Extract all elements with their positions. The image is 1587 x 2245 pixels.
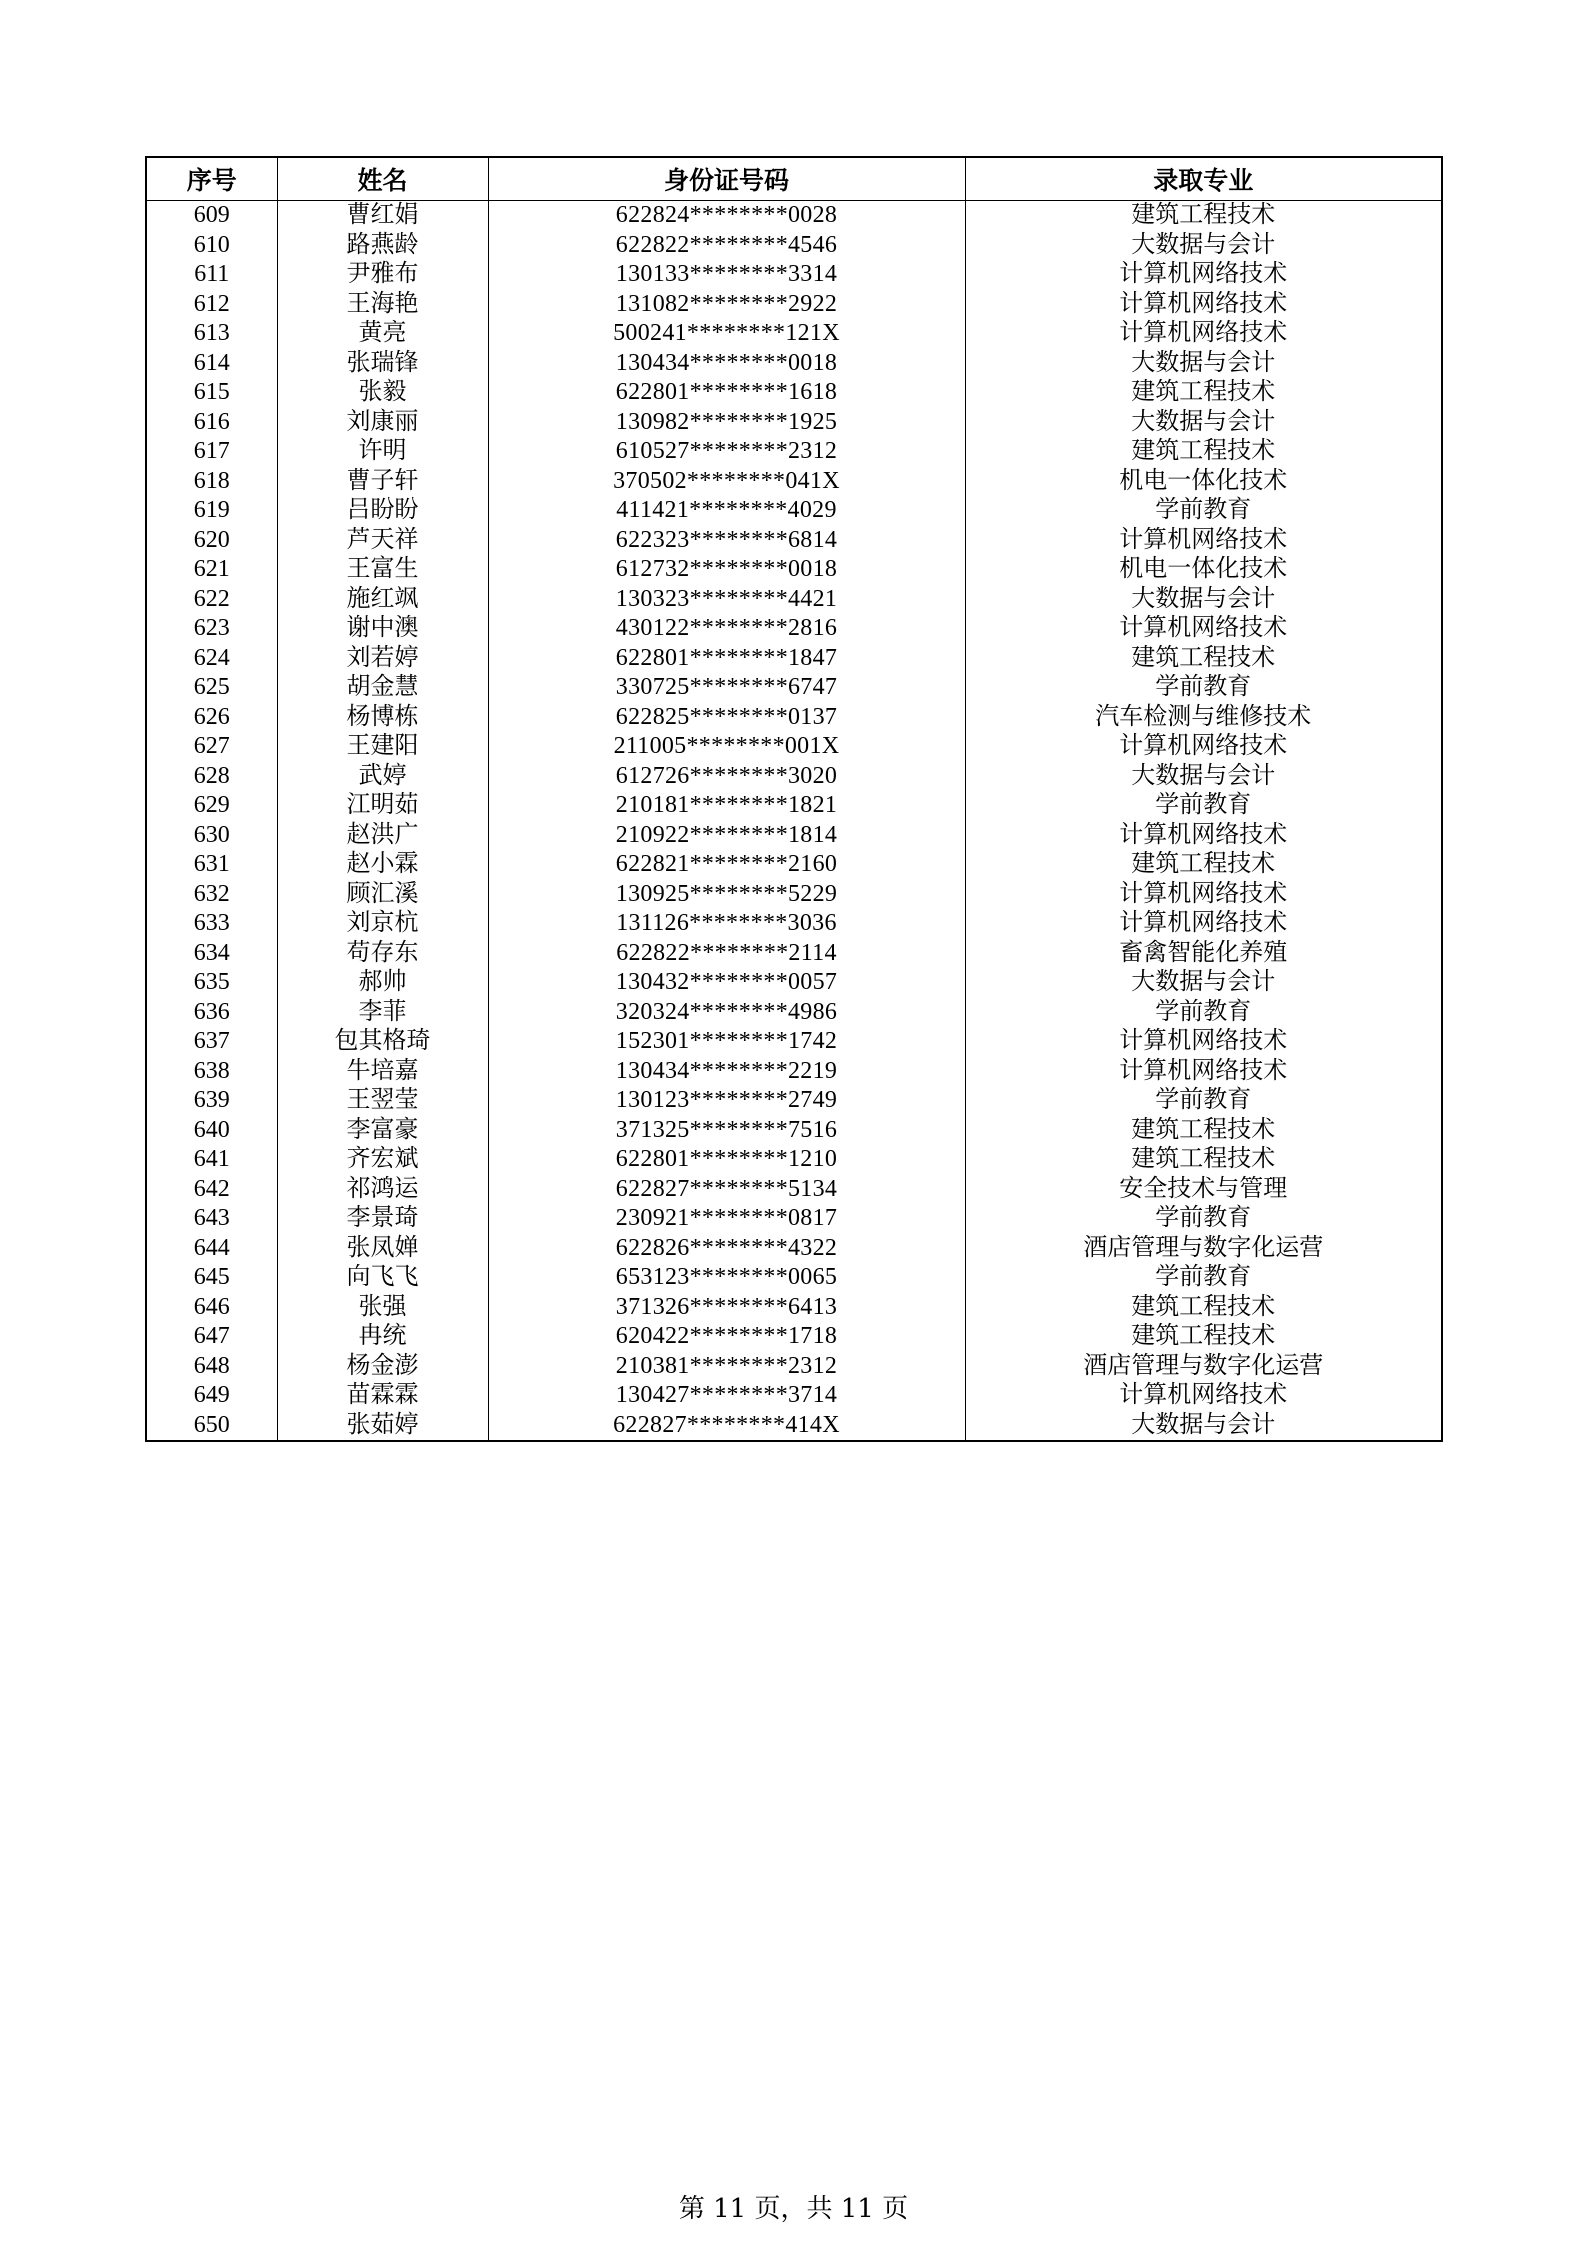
serial-number-cell: 639 bbox=[146, 1086, 277, 1116]
major-cell: 大数据与会计 bbox=[965, 968, 1442, 998]
table-row bbox=[146, 1322, 1442, 1352]
id-number-cell: 130434********2219 bbox=[488, 1057, 965, 1087]
serial-number-cell: 649 bbox=[146, 1381, 277, 1411]
name-cell: 许明 bbox=[277, 437, 488, 467]
id-number-cell: 411421********4029 bbox=[488, 496, 965, 526]
id-number-cell: 211005********001X bbox=[488, 732, 965, 762]
serial-number-cell: 631 bbox=[146, 850, 277, 880]
id-number-cell: 210922********1814 bbox=[488, 821, 965, 851]
id-number-cell: 622323********6814 bbox=[488, 526, 965, 556]
major-cell: 建筑工程技术 bbox=[965, 437, 1442, 467]
serial-number-cell: 646 bbox=[146, 1293, 277, 1323]
major-cell: 大数据与会计 bbox=[965, 585, 1442, 615]
name-cell: 张瑞锋 bbox=[277, 349, 488, 379]
name-cell: 刘京杭 bbox=[277, 909, 488, 939]
id-number-cell: 622801********1847 bbox=[488, 644, 965, 674]
table-row bbox=[146, 1175, 1442, 1205]
serial-number-cell: 648 bbox=[146, 1352, 277, 1382]
table-row bbox=[146, 467, 1442, 497]
serial-number-cell: 618 bbox=[146, 467, 277, 497]
major-cell: 计算机网络技术 bbox=[965, 821, 1442, 851]
id-number-cell: 130133********3314 bbox=[488, 260, 965, 290]
table-row bbox=[146, 1352, 1442, 1382]
name-cell: 黄亮 bbox=[277, 319, 488, 349]
serial-number-cell: 637 bbox=[146, 1027, 277, 1057]
serial-number-cell: 625 bbox=[146, 673, 277, 703]
name-cell: 王海艳 bbox=[277, 290, 488, 320]
id-number-cell: 610527********2312 bbox=[488, 437, 965, 467]
id-number-cell: 210381********2312 bbox=[488, 1352, 965, 1382]
name-cell: 曹子轩 bbox=[277, 467, 488, 497]
major-cell: 学前教育 bbox=[965, 1204, 1442, 1234]
table-row bbox=[146, 762, 1442, 792]
major-cell: 学前教育 bbox=[965, 1086, 1442, 1116]
table-row bbox=[146, 1381, 1442, 1411]
table-row bbox=[146, 880, 1442, 910]
table-row bbox=[146, 939, 1442, 969]
major-cell: 学前教育 bbox=[965, 496, 1442, 526]
admission-list-sheet bbox=[145, 156, 1443, 1442]
name-cell: 齐宏斌 bbox=[277, 1145, 488, 1175]
id-number-cell: 152301********1742 bbox=[488, 1027, 965, 1057]
name-cell: 王富生 bbox=[277, 555, 488, 585]
table-body bbox=[146, 201, 1442, 1442]
name-cell: 曹红娟 bbox=[277, 201, 488, 231]
id-number-cell: 130925********5229 bbox=[488, 880, 965, 910]
serial-number-cell: 613 bbox=[146, 319, 277, 349]
name-cell: 苟存东 bbox=[277, 939, 488, 969]
major-cell: 畜禽智能化养殖 bbox=[965, 939, 1442, 969]
major-cell: 学前教育 bbox=[965, 1263, 1442, 1293]
table-row bbox=[146, 1086, 1442, 1116]
id-number-cell: 130427********3714 bbox=[488, 1381, 965, 1411]
id-number-cell: 620422********1718 bbox=[488, 1322, 965, 1352]
serial-number-cell: 627 bbox=[146, 732, 277, 762]
table-row bbox=[146, 673, 1442, 703]
major-cell: 计算机网络技术 bbox=[965, 732, 1442, 762]
serial-number-cell: 640 bbox=[146, 1116, 277, 1146]
table-row bbox=[146, 408, 1442, 438]
serial-number-cell: 636 bbox=[146, 998, 277, 1028]
table-row bbox=[146, 585, 1442, 615]
id-number-cell: 370502********041X bbox=[488, 467, 965, 497]
id-number-cell: 622801********1618 bbox=[488, 378, 965, 408]
id-number-cell: 653123********0065 bbox=[488, 1263, 965, 1293]
name-cell: 张凤婵 bbox=[277, 1234, 488, 1264]
id-number-cell: 131126********3036 bbox=[488, 909, 965, 939]
name-cell: 胡金慧 bbox=[277, 673, 488, 703]
major-cell: 学前教育 bbox=[965, 673, 1442, 703]
name-cell: 芦天祥 bbox=[277, 526, 488, 556]
name-cell: 顾汇溪 bbox=[277, 880, 488, 910]
major-cell: 计算机网络技术 bbox=[965, 526, 1442, 556]
major-cell: 机电一体化技术 bbox=[965, 467, 1442, 497]
major-cell: 大数据与会计 bbox=[965, 231, 1442, 261]
serial-number-cell: 610 bbox=[146, 231, 277, 261]
serial-number-cell: 619 bbox=[146, 496, 277, 526]
serial-number-cell: 643 bbox=[146, 1204, 277, 1234]
table-row bbox=[146, 644, 1442, 674]
table-row bbox=[146, 260, 1442, 290]
serial-number-cell: 629 bbox=[146, 791, 277, 821]
major-cell: 建筑工程技术 bbox=[965, 201, 1442, 231]
major-cell: 建筑工程技术 bbox=[965, 1293, 1442, 1323]
name-cell: 杨博栋 bbox=[277, 703, 488, 733]
major-cell: 计算机网络技术 bbox=[965, 319, 1442, 349]
serial-number-cell: 622 bbox=[146, 585, 277, 615]
major-cell: 计算机网络技术 bbox=[965, 880, 1442, 910]
table-header bbox=[146, 157, 1442, 201]
table-row bbox=[146, 968, 1442, 998]
id-number-cell: 622822********2114 bbox=[488, 939, 965, 969]
table-row bbox=[146, 1204, 1442, 1234]
header-name: 姓名 bbox=[277, 157, 488, 201]
table-row bbox=[146, 850, 1442, 880]
major-cell: 大数据与会计 bbox=[965, 349, 1442, 379]
id-number-cell: 230921********0817 bbox=[488, 1204, 965, 1234]
major-cell: 学前教育 bbox=[965, 998, 1442, 1028]
name-cell: 施红飒 bbox=[277, 585, 488, 615]
id-number-cell: 210181********1821 bbox=[488, 791, 965, 821]
header-serial-number: 序号 bbox=[146, 157, 277, 201]
major-cell: 大数据与会计 bbox=[965, 408, 1442, 438]
serial-number-cell: 632 bbox=[146, 880, 277, 910]
major-cell: 机电一体化技术 bbox=[965, 555, 1442, 585]
name-cell: 尹雅布 bbox=[277, 260, 488, 290]
name-cell: 谢中澳 bbox=[277, 614, 488, 644]
major-cell: 计算机网络技术 bbox=[965, 290, 1442, 320]
major-cell: 酒店管理与数字化运营 bbox=[965, 1234, 1442, 1264]
table-row bbox=[146, 1116, 1442, 1146]
table-row bbox=[146, 998, 1442, 1028]
table-row bbox=[146, 1027, 1442, 1057]
id-number-cell: 130323********4421 bbox=[488, 585, 965, 615]
name-cell: 牛培嘉 bbox=[277, 1057, 488, 1087]
table-row bbox=[146, 614, 1442, 644]
serial-number-cell: 626 bbox=[146, 703, 277, 733]
name-cell: 包其格琦 bbox=[277, 1027, 488, 1057]
serial-number-cell: 647 bbox=[146, 1322, 277, 1352]
major-cell: 计算机网络技术 bbox=[965, 909, 1442, 939]
serial-number-cell: 612 bbox=[146, 290, 277, 320]
id-number-cell: 131082********2922 bbox=[488, 290, 965, 320]
serial-number-cell: 621 bbox=[146, 555, 277, 585]
serial-number-cell: 635 bbox=[146, 968, 277, 998]
major-cell: 计算机网络技术 bbox=[965, 1381, 1442, 1411]
id-number-cell: 320324********4986 bbox=[488, 998, 965, 1028]
serial-number-cell: 611 bbox=[146, 260, 277, 290]
serial-number-cell: 633 bbox=[146, 909, 277, 939]
table-row bbox=[146, 1263, 1442, 1293]
major-cell: 建筑工程技术 bbox=[965, 1116, 1442, 1146]
name-cell: 郝帅 bbox=[277, 968, 488, 998]
major-cell: 计算机网络技术 bbox=[965, 1027, 1442, 1057]
name-cell: 刘康丽 bbox=[277, 408, 488, 438]
table-row bbox=[146, 231, 1442, 261]
table-row bbox=[146, 1411, 1442, 1442]
id-number-cell: 430122********2816 bbox=[488, 614, 965, 644]
id-number-cell: 622824********0028 bbox=[488, 201, 965, 231]
major-cell: 大数据与会计 bbox=[965, 762, 1442, 792]
name-cell: 刘若婷 bbox=[277, 644, 488, 674]
major-cell: 建筑工程技术 bbox=[965, 1322, 1442, 1352]
header-row bbox=[146, 157, 1442, 201]
id-number-cell: 612732********0018 bbox=[488, 555, 965, 585]
table-row bbox=[146, 378, 1442, 408]
serial-number-cell: 624 bbox=[146, 644, 277, 674]
major-cell: 计算机网络技术 bbox=[965, 260, 1442, 290]
table-row bbox=[146, 1234, 1442, 1264]
id-number-cell: 500241********121X bbox=[488, 319, 965, 349]
table-row bbox=[146, 555, 1442, 585]
serial-number-cell: 630 bbox=[146, 821, 277, 851]
major-cell: 安全技术与管理 bbox=[965, 1175, 1442, 1205]
major-cell: 学前教育 bbox=[965, 791, 1442, 821]
table-row bbox=[146, 909, 1442, 939]
id-number-cell: 622826********4322 bbox=[488, 1234, 965, 1264]
serial-number-cell: 650 bbox=[146, 1411, 277, 1442]
name-cell: 赵小霖 bbox=[277, 850, 488, 880]
table-row bbox=[146, 1145, 1442, 1175]
name-cell: 王翌莹 bbox=[277, 1086, 488, 1116]
id-number-cell: 612726********3020 bbox=[488, 762, 965, 792]
major-cell: 建筑工程技术 bbox=[965, 378, 1442, 408]
name-cell: 冉统 bbox=[277, 1322, 488, 1352]
serial-number-cell: 616 bbox=[146, 408, 277, 438]
page-footer: 第 11 页，共 11 页 bbox=[678, 2194, 909, 2224]
name-cell: 武婷 bbox=[277, 762, 488, 792]
id-number-cell: 622801********1210 bbox=[488, 1145, 965, 1175]
table-row bbox=[146, 319, 1442, 349]
major-cell: 建筑工程技术 bbox=[965, 644, 1442, 674]
major-cell: 建筑工程技术 bbox=[965, 1145, 1442, 1175]
serial-number-cell: 638 bbox=[146, 1057, 277, 1087]
name-cell: 李富豪 bbox=[277, 1116, 488, 1146]
admission-table bbox=[145, 156, 1443, 1442]
table-row bbox=[146, 703, 1442, 733]
name-cell: 王建阳 bbox=[277, 732, 488, 762]
major-cell: 大数据与会计 bbox=[965, 1411, 1442, 1442]
major-cell: 计算机网络技术 bbox=[965, 614, 1442, 644]
serial-number-cell: 617 bbox=[146, 437, 277, 467]
major-cell: 建筑工程技术 bbox=[965, 850, 1442, 880]
serial-number-cell: 634 bbox=[146, 939, 277, 969]
serial-number-cell: 628 bbox=[146, 762, 277, 792]
id-number-cell: 371325********7516 bbox=[488, 1116, 965, 1146]
serial-number-cell: 620 bbox=[146, 526, 277, 556]
id-number-cell: 330725********6747 bbox=[488, 673, 965, 703]
table-row bbox=[146, 290, 1442, 320]
id-number-cell: 130123********2749 bbox=[488, 1086, 965, 1116]
serial-number-cell: 609 bbox=[146, 201, 277, 231]
major-cell: 汽车检测与维修技术 bbox=[965, 703, 1442, 733]
table-row bbox=[146, 526, 1442, 556]
name-cell: 李景琦 bbox=[277, 1204, 488, 1234]
table-row bbox=[146, 1293, 1442, 1323]
name-cell: 祁鸿运 bbox=[277, 1175, 488, 1205]
header-major: 录取专业 bbox=[965, 157, 1442, 201]
id-number-cell: 622821********2160 bbox=[488, 850, 965, 880]
serial-number-cell: 615 bbox=[146, 378, 277, 408]
name-cell: 路燕龄 bbox=[277, 231, 488, 261]
name-cell: 吕盼盼 bbox=[277, 496, 488, 526]
table-row bbox=[146, 349, 1442, 379]
id-number-cell: 130432********0057 bbox=[488, 968, 965, 998]
table-row bbox=[146, 1057, 1442, 1087]
id-number-cell: 622827********414X bbox=[488, 1411, 965, 1442]
id-number-cell: 371326********6413 bbox=[488, 1293, 965, 1323]
id-number-cell: 130434********0018 bbox=[488, 349, 965, 379]
serial-number-cell: 641 bbox=[146, 1145, 277, 1175]
serial-number-cell: 614 bbox=[146, 349, 277, 379]
id-number-cell: 622827********5134 bbox=[488, 1175, 965, 1205]
table-row bbox=[146, 201, 1442, 231]
table-row bbox=[146, 732, 1442, 762]
id-number-cell: 130982********1925 bbox=[488, 408, 965, 438]
serial-number-cell: 623 bbox=[146, 614, 277, 644]
major-cell: 酒店管理与数字化运营 bbox=[965, 1352, 1442, 1382]
id-number-cell: 622822********4546 bbox=[488, 231, 965, 261]
serial-number-cell: 644 bbox=[146, 1234, 277, 1264]
table-row bbox=[146, 496, 1442, 526]
id-number-cell: 622825********0137 bbox=[488, 703, 965, 733]
major-cell: 计算机网络技术 bbox=[965, 1057, 1442, 1087]
name-cell: 张茹婷 bbox=[277, 1411, 488, 1442]
table-row bbox=[146, 437, 1442, 467]
name-cell: 江明茹 bbox=[277, 791, 488, 821]
serial-number-cell: 642 bbox=[146, 1175, 277, 1205]
header-id-number: 身份证号码 bbox=[488, 157, 965, 201]
name-cell: 张强 bbox=[277, 1293, 488, 1323]
name-cell: 杨金澎 bbox=[277, 1352, 488, 1382]
name-cell: 向飞飞 bbox=[277, 1263, 488, 1293]
name-cell: 赵洪广 bbox=[277, 821, 488, 851]
serial-number-cell: 645 bbox=[146, 1263, 277, 1293]
name-cell: 苗霖霖 bbox=[277, 1381, 488, 1411]
table-row bbox=[146, 821, 1442, 851]
name-cell: 张毅 bbox=[277, 378, 488, 408]
table-row bbox=[146, 791, 1442, 821]
name-cell: 李菲 bbox=[277, 998, 488, 1028]
